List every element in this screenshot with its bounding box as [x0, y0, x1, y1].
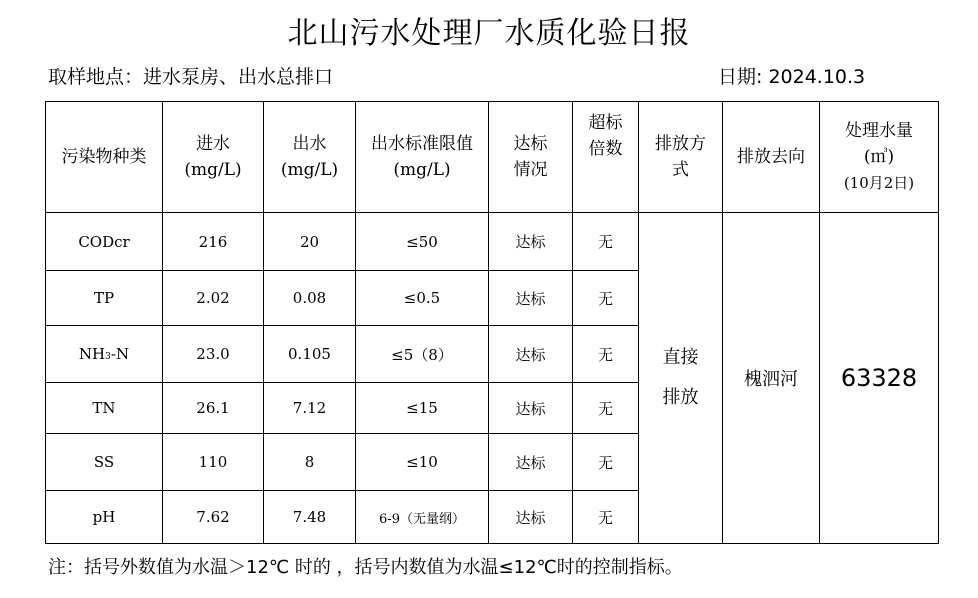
- exceed-multiple: 无: [573, 383, 639, 434]
- compliance-status: 达标: [489, 434, 573, 491]
- effluent-value: 7.12: [264, 383, 356, 434]
- header-discharge-method: 排放方 式: [639, 102, 723, 213]
- treated-volume: 63328: [820, 213, 939, 544]
- header-limit: 出水标准限值 (mg/L): [356, 102, 489, 213]
- exceed-multiple: 无: [573, 491, 639, 544]
- exceed-multiple: 无: [573, 271, 639, 326]
- compliance-status: 达标: [489, 213, 573, 271]
- water-quality-table: [45, 101, 939, 544]
- compliance-status: 达标: [489, 326, 573, 383]
- compliance-status: 达标: [489, 383, 573, 434]
- discharge-destination: 槐泗河: [723, 213, 820, 544]
- effluent-value: 8: [264, 434, 356, 491]
- influent-value: 216: [163, 213, 264, 271]
- limit-value: ≤0.5: [356, 271, 489, 326]
- limit-value: ≤5（8）: [356, 326, 489, 383]
- effluent-value: 20: [264, 213, 356, 271]
- effluent-value: 0.08: [264, 271, 356, 326]
- influent-value: 7.62: [163, 491, 264, 544]
- influent-value: 110: [163, 434, 264, 491]
- effluent-value: 0.105: [264, 326, 356, 383]
- table-row: [46, 213, 939, 271]
- header-discharge-dest: 排放去向: [723, 102, 820, 213]
- footnote: 注：括号外数值为水温＞12℃ 时的 ，括号内数值为水温≤12℃时的控制指标。: [48, 557, 683, 578]
- header-exceed: 超标 倍数: [573, 102, 639, 213]
- compliance-status: 达标: [489, 491, 573, 544]
- header-pollutant: 污染物种类: [46, 102, 163, 213]
- influent-value: 2.02: [163, 271, 264, 326]
- compliance-status: 达标: [489, 271, 573, 326]
- header-influent: 进水 (mg/L): [163, 102, 264, 213]
- header-compliance: 达标 情况: [489, 102, 573, 213]
- limit-value: ≤10: [356, 434, 489, 491]
- report-title: 北山污水处理厂水质化验日报: [287, 16, 691, 51]
- pollutant-name: NH3-N: [46, 326, 163, 383]
- limit-value: 6-9（无量纲）: [356, 491, 489, 544]
- limit-value: ≤50: [356, 213, 489, 271]
- report-date: 日期: 2024.10.3: [718, 66, 866, 88]
- effluent-value: 7.48: [264, 491, 356, 544]
- sampling-location: 取样地点：进水泵房、出水总排口: [48, 66, 334, 88]
- influent-value: 26.1: [163, 383, 264, 434]
- header-row: [46, 102, 939, 213]
- pollutant-name: pH: [46, 491, 163, 544]
- pollutant-name: TN: [46, 383, 163, 434]
- exceed-multiple: 无: [573, 326, 639, 383]
- exceed-multiple: 无: [573, 213, 639, 271]
- pollutant-name: CODcr: [46, 213, 163, 271]
- header-volume: 处理水量 (㎥) (10月2日): [820, 102, 939, 213]
- influent-value: 23.0: [163, 326, 264, 383]
- discharge-method: 直接 排放: [639, 213, 723, 544]
- header-effluent: 出水 (mg/L): [264, 102, 356, 213]
- pollutant-name: SS: [46, 434, 163, 491]
- limit-value: ≤15: [356, 383, 489, 434]
- exceed-multiple: 无: [573, 434, 639, 491]
- pollutant-name: TP: [46, 271, 163, 326]
